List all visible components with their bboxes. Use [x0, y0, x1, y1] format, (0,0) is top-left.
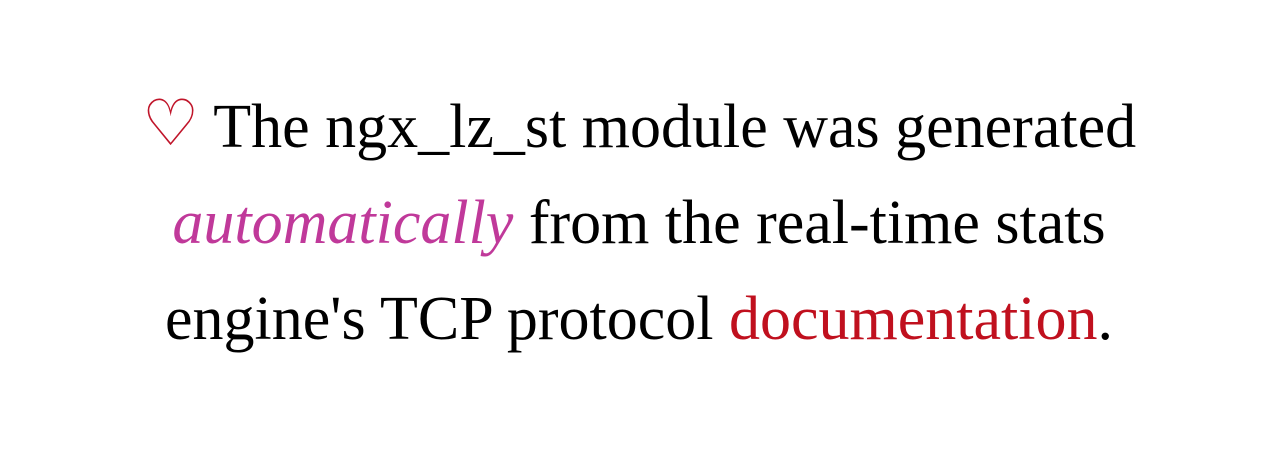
notice-line-2 — [0, 175, 1278, 271]
notice-text-end: engine's TCP protocol — [165, 285, 729, 353]
documentation-link[interactable]: documentation — [729, 285, 1098, 353]
notice-line-3 — [0, 271, 1278, 367]
notice-text-middle: from the real-time stats — [513, 189, 1106, 257]
module-notice — [0, 76, 1278, 367]
notice-period: . — [1097, 285, 1113, 353]
notice-line-1 — [0, 76, 1278, 175]
heart-icon: ♡ — [141, 87, 200, 161]
emphasis-word: automatically — [172, 189, 514, 257]
notice-text-start: The ngx_lz_st module was generated — [213, 93, 1137, 161]
